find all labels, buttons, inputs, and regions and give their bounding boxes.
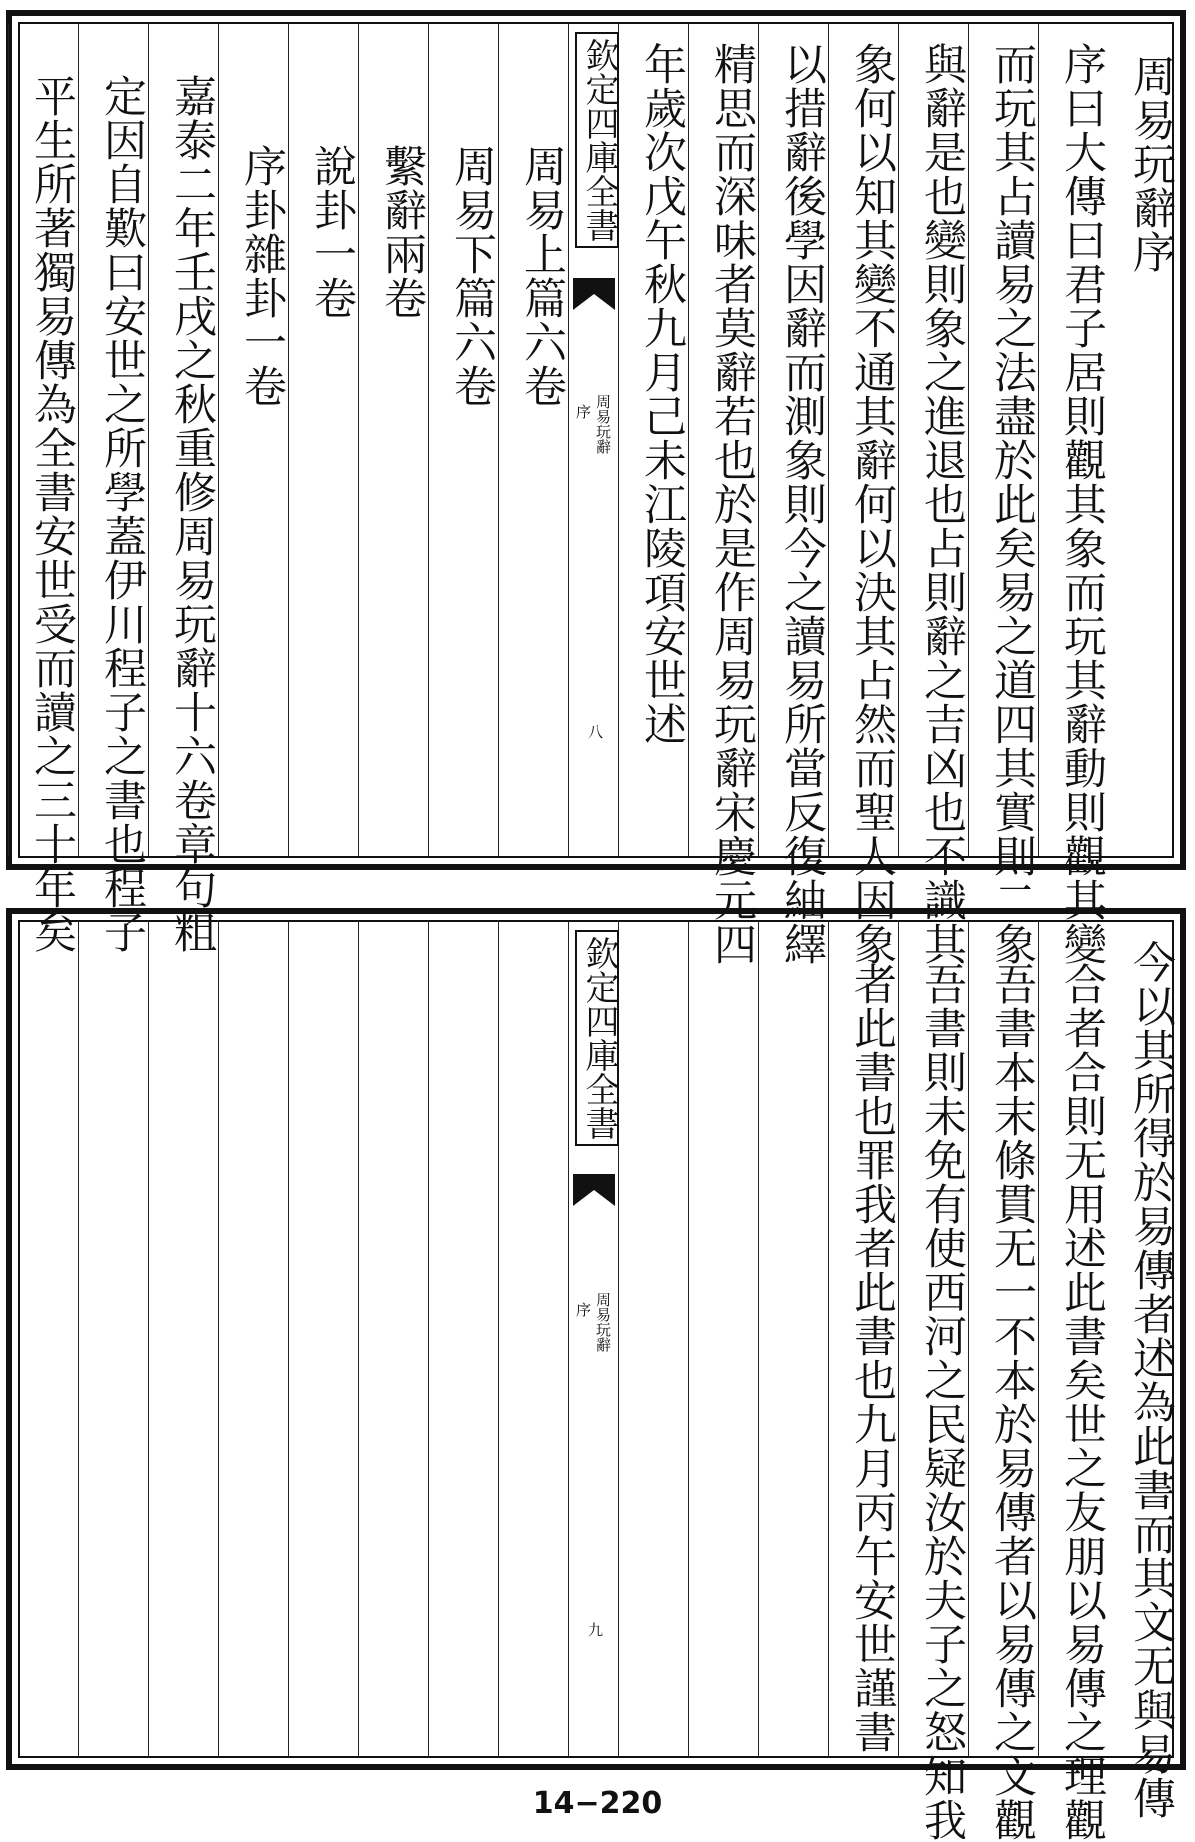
text-column xyxy=(1108,24,1178,856)
text-column xyxy=(758,24,829,966)
text-column xyxy=(148,24,219,954)
center-title: 欽定四庫全書 xyxy=(575,32,619,248)
column-text: 周易上篇六卷 xyxy=(517,144,567,408)
text-column xyxy=(898,24,969,966)
column-text: 而玩其占讀易之法盡於此矣易之道四其實則二象 xyxy=(987,42,1037,966)
center-book-name: 周易玩辭 xyxy=(594,1292,612,1352)
text-column xyxy=(1108,922,1178,1820)
column-text: 周易玩辭序 xyxy=(1126,54,1176,274)
text-column xyxy=(688,922,759,1756)
column-text: 序曰大傳曰君子居則觀其象而玩其辭動則觀其變 xyxy=(1057,42,1107,966)
text-column xyxy=(1038,922,1109,1842)
text-column xyxy=(8,24,79,954)
text-column xyxy=(78,922,149,1756)
column-text: 精思而深味者莫辭若也於是作周易玩辭宋慶元四 xyxy=(707,42,757,966)
text-column xyxy=(618,24,689,856)
column-text: 吾書則未免有使西河之民疑汝於夫子之怒知我 xyxy=(917,962,967,1842)
text-column xyxy=(288,24,359,856)
text-column xyxy=(428,24,499,856)
top-page-frame xyxy=(18,22,1176,966)
column-text: 周易下篇六卷 xyxy=(447,144,497,408)
column-text: 嘉泰二年壬戌之秋重修周易玩辭十六卷章句粗 xyxy=(167,74,217,954)
center-title: 欽定四庫全書 xyxy=(575,930,619,1146)
column-text: 序卦雜卦一卷 xyxy=(237,144,287,408)
text-column xyxy=(618,922,689,1756)
text-column xyxy=(828,24,899,966)
text-column xyxy=(1038,24,1109,966)
text-column xyxy=(288,922,359,1756)
fishtail-mark-icon xyxy=(571,276,617,314)
text-column xyxy=(758,922,829,1756)
column-text: 定因自歎曰安世之所學蓋伊川程子之書也程子 xyxy=(97,74,147,954)
page-number: 14−220 xyxy=(532,1786,663,1821)
text-column xyxy=(358,24,429,856)
column-text: 今以其所得於易傳者述為此書而其文无與易傳 xyxy=(1126,940,1176,1820)
text-column xyxy=(498,922,569,1756)
column-text: 者此書也罪我者此書也九月丙午安世謹書 xyxy=(847,962,897,1754)
column-text: 繫辭兩卷 xyxy=(377,144,427,320)
column-text: 以措辭後學因辭而測象則今之讀易所當反復紬繹 xyxy=(777,42,827,966)
text-column xyxy=(218,24,289,856)
column-text: 吾書本末條貫无一不本於易傳者以易傳之文觀 xyxy=(987,962,1037,1842)
center-fold xyxy=(568,922,619,1756)
column-text: 與辭是也變則象之進退也占則辭之吉凶也不識其 xyxy=(917,42,967,966)
text-column xyxy=(688,24,759,966)
text-column xyxy=(428,922,499,1756)
center-book-name: 周易玩辭 xyxy=(594,394,612,454)
column-text: 象何以知其變不通其辭何以決其占然而聖人因象 xyxy=(847,42,897,966)
text-column xyxy=(828,922,899,1756)
center-fold xyxy=(568,24,619,856)
text-column xyxy=(968,922,1039,1842)
fishtail-mark-icon xyxy=(571,1172,617,1210)
text-column xyxy=(148,922,219,1756)
center-leaf-number: 八 xyxy=(586,724,604,739)
center-leaf-number: 九 xyxy=(586,1622,604,1637)
text-column xyxy=(78,24,149,954)
text-column xyxy=(358,922,429,1756)
text-column xyxy=(218,922,289,1756)
center-section-name: 序 xyxy=(574,404,592,419)
text-column xyxy=(498,24,569,856)
column-text: 說卦一卷 xyxy=(307,144,357,320)
top-page xyxy=(6,10,1186,966)
column-text: 合者合則无用述此書矣世之友朋以易傳之理觀 xyxy=(1057,962,1107,1842)
column-text: 平生所著獨易傳為全書安世受而讀之三十年矣 xyxy=(27,74,77,954)
text-column xyxy=(898,922,969,1842)
center-section-name: 序 xyxy=(574,1302,592,1317)
text-column xyxy=(968,24,1039,966)
column-text: 年歲次戊午秋九月己未江陵項安世述 xyxy=(637,42,687,746)
